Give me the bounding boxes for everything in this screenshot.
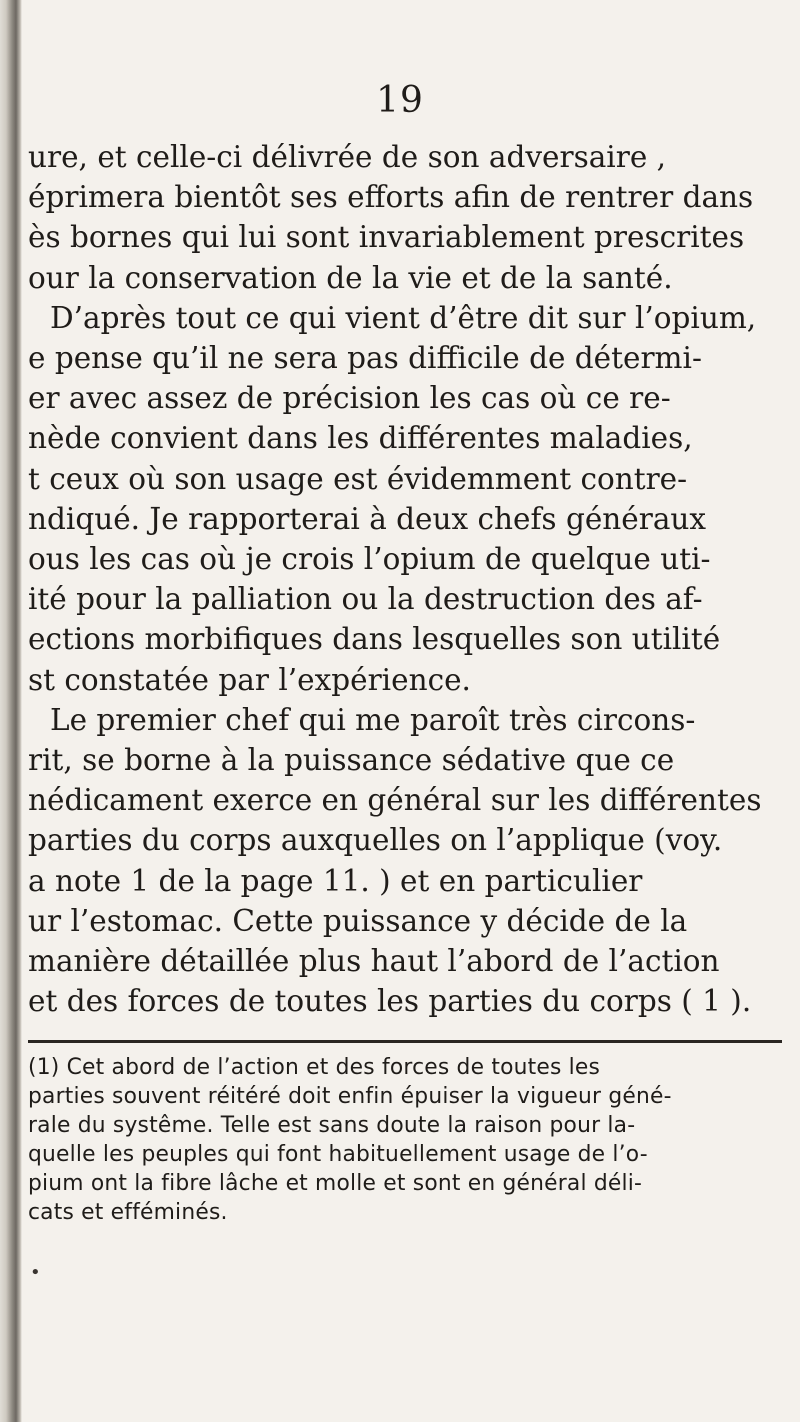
body-line: er avec assez de précision les cas où ce re- [28,381,671,416]
body-line: manière détaillée plus haut l’abord de l’action [28,944,720,979]
footnote-line: (1) Cet abord de l’action et des forces de toutes les [28,1055,601,1080]
body-text [28,137,780,1021]
body-line: rit, se borne à la puissance sédative que ce [28,743,675,778]
body-line: our la conservation de la vie et de la santé. [28,260,673,295]
body-line: t ceux où son usage est évidemment contre- [28,461,688,496]
page-number: 19 [376,80,424,121]
body-line: ous les cas où je crois l’opium de quelque uti- [28,542,711,577]
footnote-line: quelle les peuples qui font habituellement usage de l’o- [28,1142,648,1167]
body-line: ité pour la palliation ou la destruction des af- [28,582,703,617]
body-line: st constatée par l’expérience. [28,662,471,697]
stray-ink-mark: • [30,1262,41,1283]
body-line: ès bornes qui lui sont invariablement prescrites [28,220,745,255]
body-line: D’après tout ce qui vient d’être dit sur l’opium, [50,300,757,335]
body-line: nédicament exerce en général sur les différentes [28,783,762,818]
footnote-line: cats et efféminés. [28,1200,228,1225]
scanned-binding-edge [0,0,22,1422]
body-line: Le premier chef qui me paroît très circons- [50,702,696,737]
body-line: ur l’estomac. Cette puissance y décide de la [28,903,688,938]
footnote-rule [28,1040,782,1043]
footnote [28,1053,780,1227]
body-line: ndiqué. Je rapporterai à deux chefs généraux [28,501,707,536]
body-line: e pense qu’il ne sera pas difficile de détermi- [28,341,702,376]
footnote-line: parties souvent réitéré doit enfin épuiser la vigueur géné- [28,1084,672,1109]
body-line: et des forces de toutes les parties du corps ( 1 ). [28,984,752,1019]
body-line: éprimera bientôt ses efforts afin de rentrer dans [28,180,754,215]
body-line: parties du corps auxquelles on l’applique (voy. [28,823,723,858]
body-line: nède convient dans les différentes maladies, [28,421,693,456]
body-line: a note 1 de la page 11. ) et en particulier [28,863,643,898]
footnote-line: rale du systême. Telle est sans doute la raison pour la- [28,1113,636,1138]
body-line: ections morbifiques dans lesquelles son utilité [28,622,721,657]
footnote-line: pium ont la fibre lâche et molle et sont en général déli- [28,1171,643,1196]
body-line: ure, et celle-ci délivrée de son adversaire , [28,140,667,174]
